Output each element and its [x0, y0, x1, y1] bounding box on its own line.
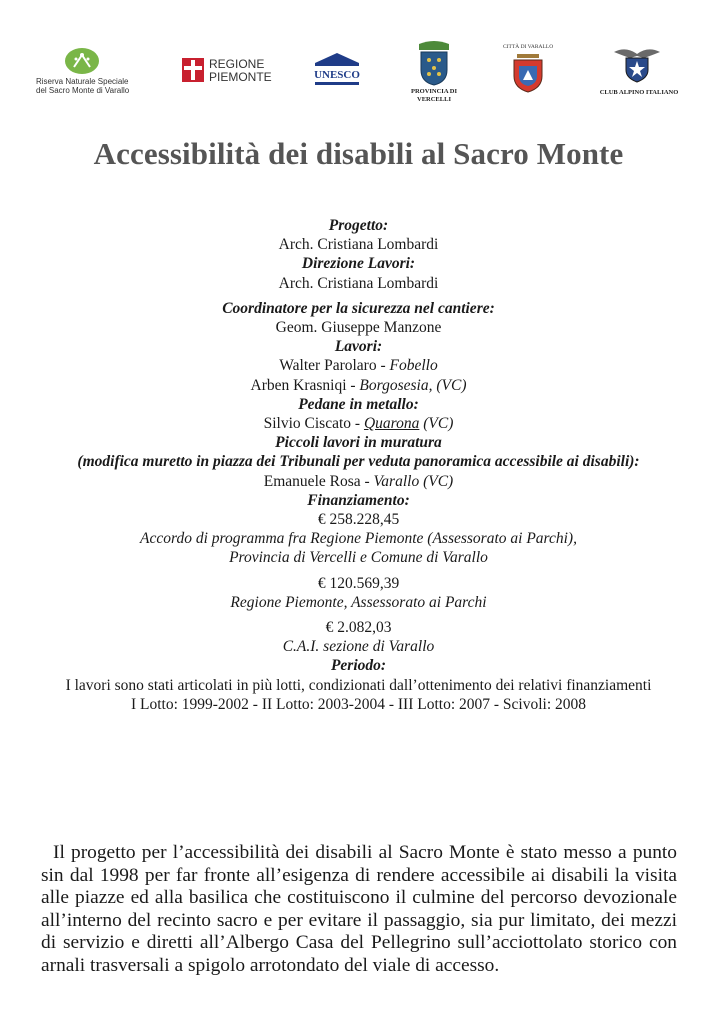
direzione-value: Arch. Cristiana Lombardi [278, 274, 439, 292]
vercelli-crest-icon [415, 40, 453, 86]
piccoli-entry [0, 472, 717, 491]
lavori-2-place: Borgosesia, (VC) [359, 376, 467, 394]
riserva-line-1: Riserva Naturale Speciale [36, 77, 129, 86]
progetto-label: Progetto: [328, 217, 389, 234]
piemonte-shield-icon [182, 58, 204, 82]
coordinatore-value: Geom. Giuseppe Manzone [275, 319, 442, 337]
periodo-label: Periodo: [330, 657, 387, 675]
piccoli-label-2: (modifica muretto in piazza dei Tribunali per veduta panoramica accessibile ai disabili): [77, 453, 640, 471]
piccoli-label-1: Piccoli lavori in muratura [275, 434, 442, 452]
piccoli-name: Emanuele Rosa - [263, 472, 374, 490]
pedane-label: Pedane in metallo: [298, 395, 419, 413]
pedane-place-rest: (VC) [419, 415, 454, 433]
periodo-line-2: I Lotto: 1999-2002 - II Lotto: 2003-2004 - III Lotto: 2007 - Scivoli: 2008 [130, 695, 587, 713]
amount-1-desc-1: Accordo di programma fra Regione Piemonte (Assessorato ai Parchi), [140, 530, 577, 548]
citta-label: CITTÀ DI VARALLO [503, 44, 554, 50]
lavori-entry-2 [0, 376, 717, 395]
page-title: Accessibilità dei disabili al Sacro Monte [93, 136, 624, 171]
lavori-label: Lavori: [334, 338, 383, 356]
regione-piemonte-logo [182, 57, 272, 85]
unesco-temple-icon [312, 52, 362, 88]
amount-2: € 120.569,39 [317, 574, 400, 592]
direzione-label: Direzione Lavori: [301, 255, 416, 273]
progetto-value: Arch. Cristiana Lombardi [278, 236, 439, 254]
pedane-name: Silvio Ciscato - [263, 415, 364, 433]
unesco-text: UNESCO [314, 69, 360, 81]
unesco-logo [312, 52, 362, 88]
amount-1-desc-2: Provincia di Vercelli e Comune di Varallo [229, 549, 488, 567]
riserva-emblem-icon [64, 47, 100, 75]
riserva-line-2: del Sacro Monte di Varallo [36, 86, 130, 95]
piccoli-place: Varallo (VC) [373, 472, 454, 490]
pedane-place-link: Quarona [363, 415, 420, 433]
amount-1: € 258.228,45 [317, 511, 400, 529]
provincia-line-1: PROVINCIA DI [410, 88, 458, 95]
logo-strip [0, 0, 717, 110]
provincia-line-2: VERCELLI [417, 96, 451, 103]
credits-section [0, 216, 717, 714]
amount-3-desc: C.A.I. sezione di Varallo [282, 638, 435, 656]
riserva-logo [36, 47, 146, 97]
cai-logo [594, 44, 684, 100]
regione-line-2: PIEMONTE [209, 70, 272, 84]
lavori-entry-1 [0, 356, 717, 375]
finanziamento-label: Finanziamento: [307, 491, 410, 509]
pedane-entry [0, 414, 717, 433]
lavori-1-place: Fobello [389, 357, 438, 375]
amount-2-desc: Regione Piemonte, Assessorato ai Parchi [230, 593, 487, 611]
amount-3: € 2.082,03 [325, 619, 392, 637]
coordinatore-label: Coordinatore per la sicurezza nel cantiere: [222, 299, 495, 317]
varallo-crest-icon [511, 52, 545, 94]
citta-varallo-logo [503, 44, 553, 96]
lavori-1-name: Walter Parolaro - [279, 357, 390, 375]
cai-label: CLUB ALPINO ITALIANO [599, 89, 679, 96]
regione-line-1: REGIONE [209, 57, 265, 71]
periodo-line-1: I lavori sono stati articolati in più lotti, condizionati dall’ottenimento dei relativi finanziamenti [65, 676, 652, 694]
description-paragraph: Il progetto per l’accessibilità dei disabili al Sacro Monte è stato messo a punto sin dal 1998 per far fronte all’esigenza di rendere accessibile ai disabili la visita alle piazze ed alla basilica che costituiscono il culmine del percorso devozionale all’interno del recinto sacro e per evitare il passaggio, sia pur limitato, dei mezzi di servizio e diretti all’Albergo Casa del Pellegrino sull’acciottolato storico con arnali trasversali a spigolo arrotondato del viale di accesso. [41, 842, 677, 976]
lavori-2-name: Arben Krasniqi - [250, 376, 360, 394]
provincia-vercelli-logo [406, 40, 462, 104]
cai-eagle-icon [612, 44, 662, 84]
